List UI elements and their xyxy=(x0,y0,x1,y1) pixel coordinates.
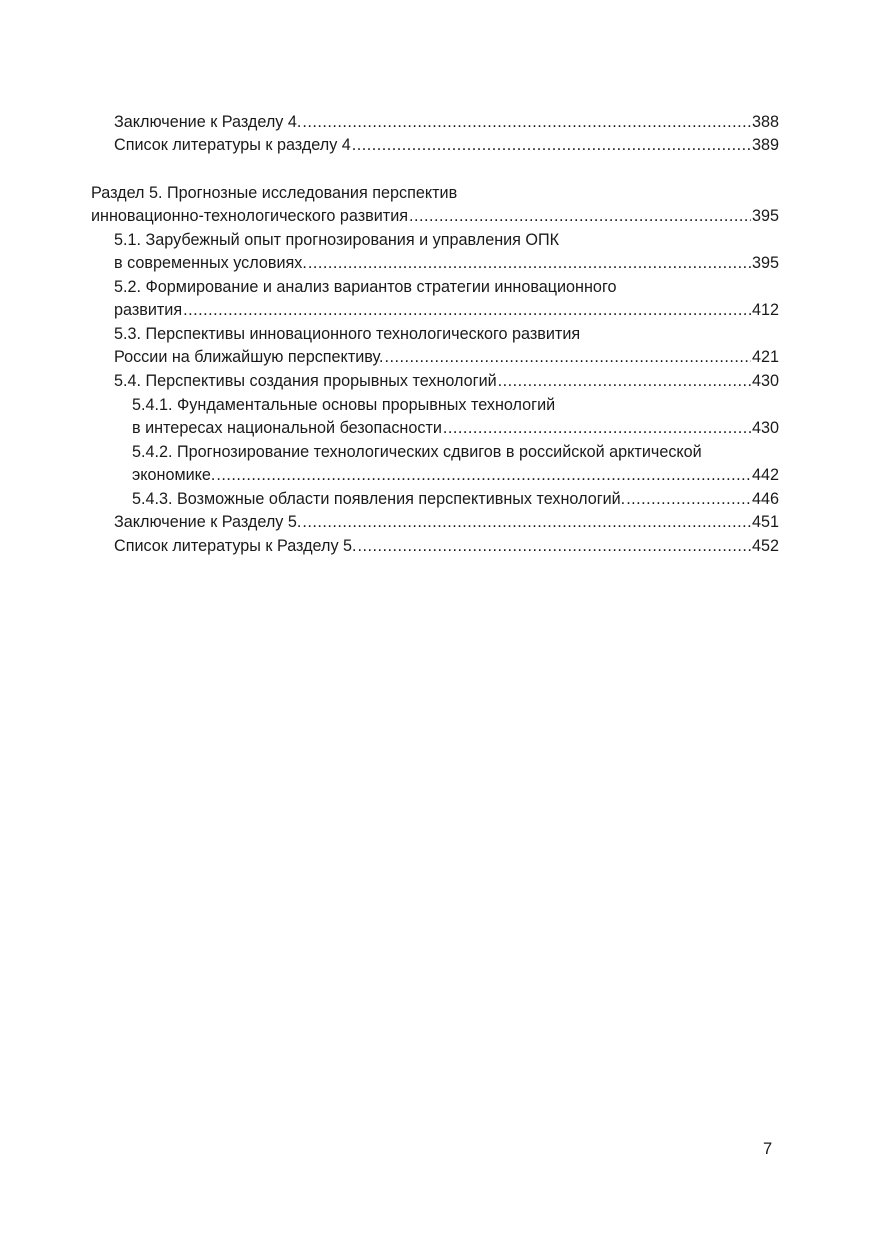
toc-page-number: 451 xyxy=(751,513,779,531)
toc-page-number: 395 xyxy=(751,207,779,225)
toc-entry-5-1-heading[interactable] xyxy=(114,228,559,252)
toc-leader-dots xyxy=(216,463,751,487)
toc-entry-5-4[interactable] xyxy=(114,369,779,393)
toc-page-number: 395 xyxy=(751,254,779,272)
toc-section-5-heading[interactable] xyxy=(91,181,457,205)
toc-entry-title: экономике. xyxy=(132,466,216,484)
toc-entry-title: в интересах национальной безопасности xyxy=(132,419,442,437)
toc-page-number: 430 xyxy=(751,372,779,390)
toc-entry-5-3-heading[interactable] xyxy=(114,322,580,346)
toc-leader-dots xyxy=(183,298,751,322)
toc-leader-dots xyxy=(498,369,751,393)
toc-page-number: 421 xyxy=(751,348,779,366)
toc-entry-title: Список литературы к Разделу 5. xyxy=(114,537,357,555)
toc-page-number: 446 xyxy=(751,490,779,508)
toc-entry-title: 5.4. Перспективы создания прорывных технологий xyxy=(114,372,497,390)
toc-entry-5-2-heading[interactable] xyxy=(114,275,617,299)
toc-entry-title: 5.4.1. Фундаментальные основы прорывных технологий xyxy=(132,396,556,414)
toc-entry-title: Заключение к Разделу 4. xyxy=(114,113,302,131)
toc-leader-dots xyxy=(626,487,751,511)
toc-entry-section-5[interactable] xyxy=(91,204,779,228)
toc-entry-5-3[interactable] xyxy=(114,345,779,369)
toc-entry-title: 5.4.2. Прогнозирование технологических сдвигов в российской арктической xyxy=(132,443,702,461)
toc-entry-title: России на ближайшую перспективу. xyxy=(114,348,384,366)
toc-leader-dots xyxy=(443,416,751,440)
toc-entry-references-section-5[interactable] xyxy=(114,534,779,558)
toc-page-number: 389 xyxy=(751,136,779,154)
toc-page-number: 412 xyxy=(751,301,779,319)
toc-entry-5-4-1[interactable] xyxy=(132,416,779,440)
toc-page-number: 442 xyxy=(751,466,779,484)
toc-entry-title: 5.4.3. Возможные области появления перспективных технологий. xyxy=(132,490,626,508)
toc-leader-dots xyxy=(352,133,751,157)
page-number: 7 xyxy=(763,1140,773,1158)
toc-entry-5-4-2[interactable] xyxy=(132,463,779,487)
toc-leader-dots xyxy=(308,251,751,275)
toc-entry-references-section-4[interactable] xyxy=(114,133,779,157)
toc-page-number: 430 xyxy=(751,419,779,437)
toc-page-number: 388 xyxy=(751,113,779,131)
toc-entry-5-4-3[interactable] xyxy=(132,487,779,511)
toc-entry-title: 5.1. Зарубежный опыт прогнозирования и управления ОПК xyxy=(114,231,560,249)
toc-entry-5-4-2-heading[interactable] xyxy=(132,440,702,464)
toc-entry-title: Заключение к Разделу 5. xyxy=(114,513,302,531)
toc-entry-title: Раздел 5. Прогнозные исследования перспектив xyxy=(91,184,458,202)
toc-leader-dots xyxy=(302,510,751,534)
toc-entry-title: инновационно-технологического развития xyxy=(91,207,409,225)
toc-entry-5-1[interactable] xyxy=(114,251,779,275)
table-of-contents xyxy=(0,0,875,600)
toc-entry-title: 5.2. Формирование и анализ вариантов стратегии инновационного xyxy=(114,278,617,296)
toc-entry-title: Список литературы к разделу 4 xyxy=(114,136,351,154)
toc-leader-dots xyxy=(358,534,751,558)
toc-entry-title: в современных условиях. xyxy=(114,254,307,272)
toc-entry-title: развития xyxy=(114,301,183,319)
toc-entry-conclusion-section-4[interactable] xyxy=(114,110,779,134)
toc-leader-dots xyxy=(302,110,751,134)
toc-entry-title: 5.3. Перспективы инновационного технологического развития xyxy=(114,325,581,343)
toc-entry-5-4-1-heading[interactable] xyxy=(132,393,555,417)
toc-entry-5-2[interactable] xyxy=(114,298,779,322)
toc-leader-dots xyxy=(409,204,751,228)
toc-leader-dots xyxy=(385,345,751,369)
toc-page-number: 452 xyxy=(751,537,779,555)
toc-entry-conclusion-section-5[interactable] xyxy=(114,510,779,534)
